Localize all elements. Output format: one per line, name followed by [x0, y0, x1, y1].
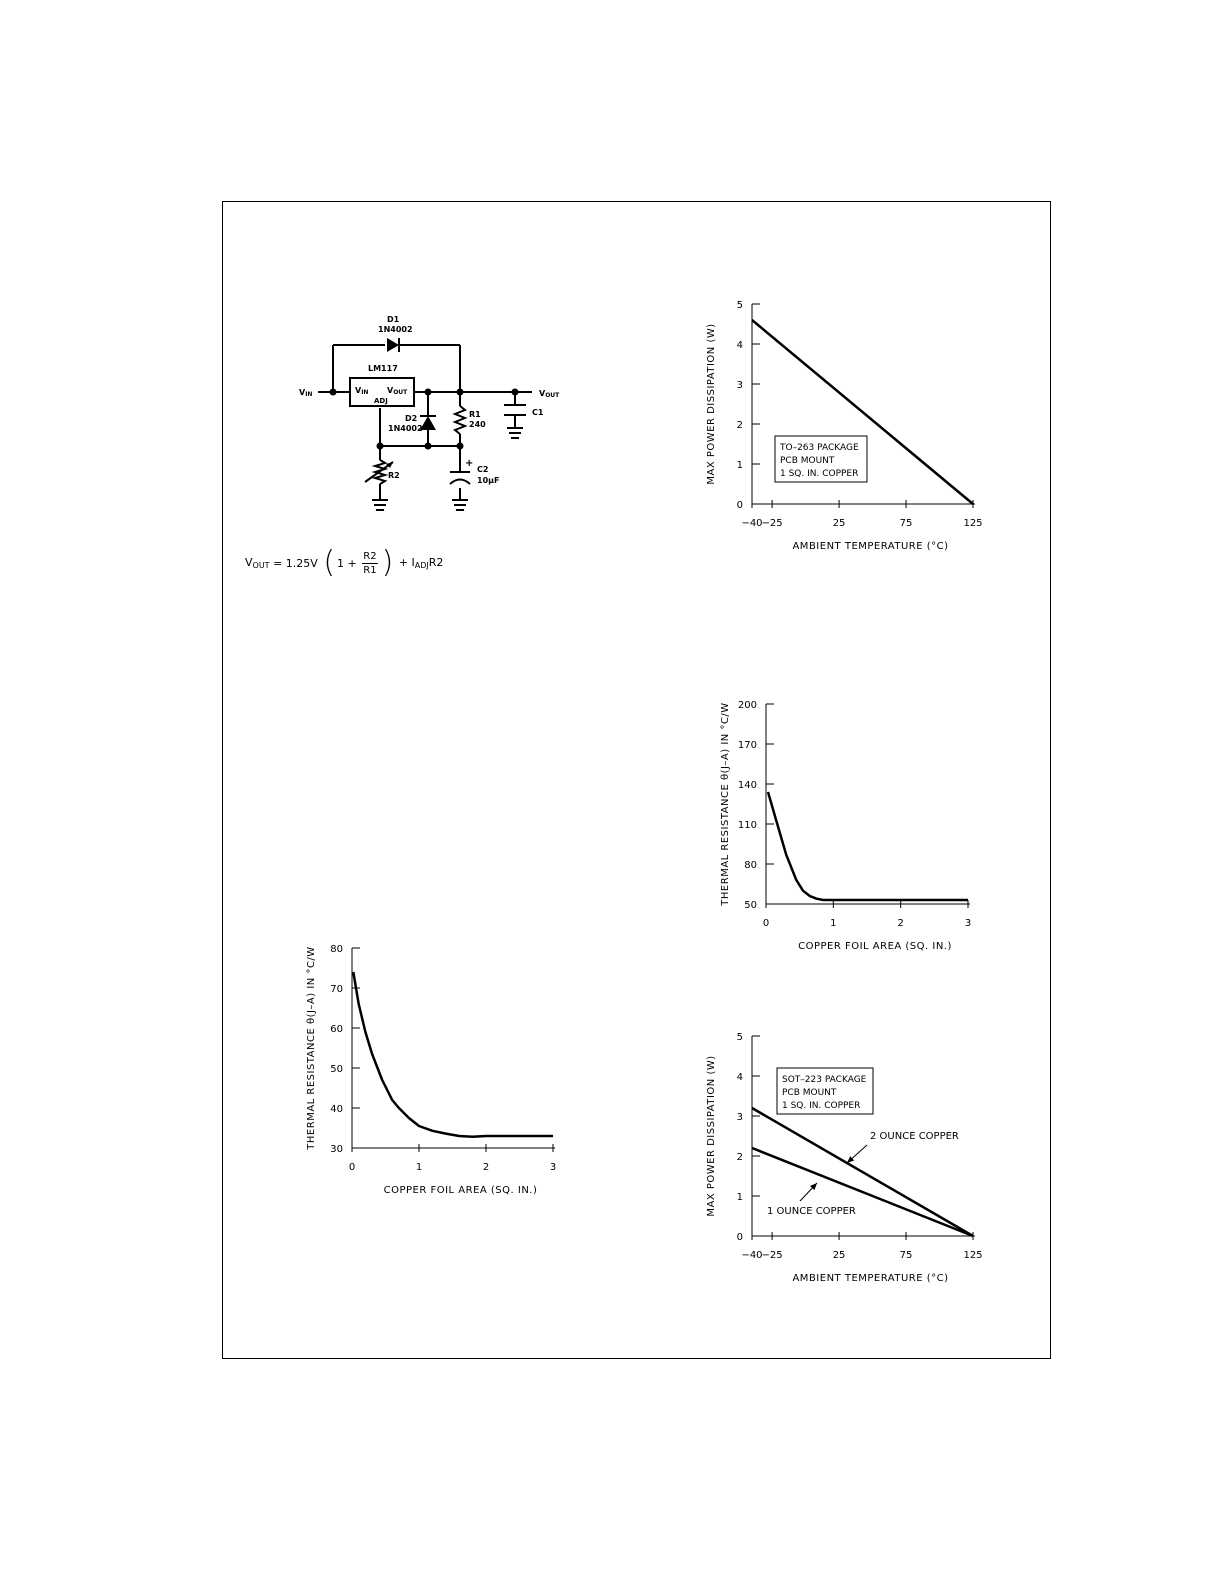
- x-tick-label: 0: [348, 1162, 356, 1173]
- chart-sot223-power: [700, 1022, 1000, 1292]
- y-tick-label: 170: [737, 740, 757, 751]
- r2-label: R2: [388, 471, 400, 480]
- c2-value: 10µF: [477, 476, 500, 485]
- x-axis-label: COPPER FOIL AREA (SQ. IN.): [798, 941, 952, 952]
- annotation-line: SOT–223 PACKAGE: [782, 1075, 867, 1085]
- y-tick-label: 4: [736, 340, 743, 351]
- x-tick-label: −25: [761, 518, 783, 529]
- annotation-line: 1 SQ. IN. COPPER: [780, 469, 859, 479]
- eq-one-plus: 1 +: [337, 556, 361, 570]
- y-tick-label: 80: [744, 860, 757, 871]
- eq-lhs: = 1.25V: [269, 556, 322, 570]
- y-tick-label: 70: [330, 984, 343, 995]
- chart-sot223-thermal: [290, 935, 590, 1205]
- x-tick-label: 25: [832, 518, 846, 529]
- c2-plus: +: [465, 458, 474, 469]
- x-tick-label: 3: [549, 1162, 557, 1173]
- y-tick-label: 4: [736, 1072, 743, 1083]
- x-tick-label: 2: [482, 1162, 490, 1173]
- y-tick-label: 40: [330, 1104, 343, 1115]
- y-tick-label: 50: [744, 900, 757, 911]
- y-tick-label: 50: [330, 1064, 343, 1075]
- y-tick-label: 200: [737, 700, 757, 711]
- series-line-0: [353, 972, 553, 1137]
- x-tick-label: 0: [762, 918, 770, 929]
- y-axis-label: THERMAL RESISTANCE θ(J–A) IN °C/W: [720, 702, 731, 906]
- annotation-line: TO–263 PACKAGE: [780, 443, 859, 453]
- y-tick-label: 0: [736, 500, 743, 511]
- pin-adj: ADJ: [374, 397, 388, 405]
- eq-numerator: R2: [363, 550, 377, 562]
- y-axis-label: MAX POWER DISSIPATION (W): [706, 323, 717, 485]
- x-tick-label: 25: [832, 1250, 846, 1261]
- vout-label: VOUT: [539, 389, 560, 399]
- x-tick-label: 125: [963, 1250, 983, 1261]
- series-label: 2 OUNCE COPPER: [870, 1131, 959, 1142]
- y-tick-label: 1: [736, 460, 743, 471]
- x-tick-label: −25: [761, 1250, 783, 1261]
- regulator-schematic: [290, 300, 580, 525]
- r1-value: 240: [469, 420, 486, 429]
- vout-equation: [245, 543, 443, 583]
- pin-vin: VIN: [355, 386, 369, 396]
- eq-denominator: R1: [363, 564, 377, 576]
- eq-paren-close: ): [381, 545, 394, 580]
- series-line-0: [768, 792, 968, 900]
- annotation-line: PCB MOUNT: [780, 456, 835, 466]
- x-tick-label: 75: [899, 518, 913, 529]
- chart-to263-power: [700, 290, 1000, 560]
- y-tick-label: 3: [736, 380, 743, 391]
- d2-part: 1N4002: [388, 424, 423, 433]
- x-tick-label: 1: [830, 918, 837, 929]
- y-tick-label: 60: [330, 1024, 343, 1035]
- r1-label: R1: [469, 410, 481, 419]
- x-axis-label: AMBIENT TEMPERATURE (°C): [792, 1273, 949, 1284]
- annotation-line: PCB MOUNT: [782, 1088, 837, 1098]
- x-tick-label: −40: [741, 518, 763, 529]
- d1-label: D1: [387, 315, 400, 324]
- c1-label: C1: [532, 408, 544, 417]
- eq-iadj: + $I_{ADJ}R2$: [395, 556, 444, 570]
- vin-label: VIN: [299, 388, 313, 398]
- y-tick-label: 3: [736, 1112, 743, 1123]
- y-tick-label: 5: [736, 1032, 743, 1043]
- y-axis-label: MAX POWER DISSIPATION (W): [706, 1055, 717, 1217]
- y-axis-label: THERMAL RESISTANCE θ(J–A) IN °C/W: [306, 946, 317, 1150]
- y-tick-label: 110: [737, 820, 757, 831]
- d2-label: D2: [405, 414, 418, 423]
- chart-to263-thermal: [700, 690, 1000, 960]
- reg-label: LM117: [368, 364, 398, 373]
- y-tick-label: 30: [330, 1144, 343, 1155]
- x-tick-label: 3: [964, 918, 972, 929]
- x-axis-label: COPPER FOIL AREA (SQ. IN.): [383, 1185, 538, 1196]
- c2-label: C2: [477, 465, 489, 474]
- y-tick-label: 2: [736, 420, 743, 431]
- y-tick-label: 5: [736, 300, 743, 311]
- y-tick-label: 140: [737, 780, 757, 791]
- pin-vout: VOUT: [387, 386, 408, 396]
- y-tick-label: 0: [736, 1232, 743, 1243]
- eq-fraction: [362, 551, 377, 576]
- x-tick-label: 125: [963, 518, 983, 529]
- x-tick-label: −40: [741, 1250, 763, 1261]
- x-tick-label: 75: [899, 1250, 913, 1261]
- x-tick-label: 2: [897, 918, 904, 929]
- x-axis-label: AMBIENT TEMPERATURE (°C): [792, 541, 949, 552]
- y-tick-label: 1: [736, 1192, 743, 1203]
- y-tick-label: 80: [330, 944, 343, 955]
- series-line-1: [752, 1148, 973, 1236]
- d1-part: 1N4002: [378, 325, 413, 334]
- eq-vout: $V_{OUT}$: [245, 556, 270, 570]
- annotation-line: 1 SQ. IN. COPPER: [782, 1101, 861, 1111]
- d1-diode-icon: [387, 338, 399, 352]
- eq-paren-open: (: [323, 545, 336, 580]
- series-label: 1 OUNCE COPPER: [767, 1206, 856, 1217]
- x-tick-label: 1: [415, 1162, 423, 1173]
- y-tick-label: 2: [736, 1152, 743, 1163]
